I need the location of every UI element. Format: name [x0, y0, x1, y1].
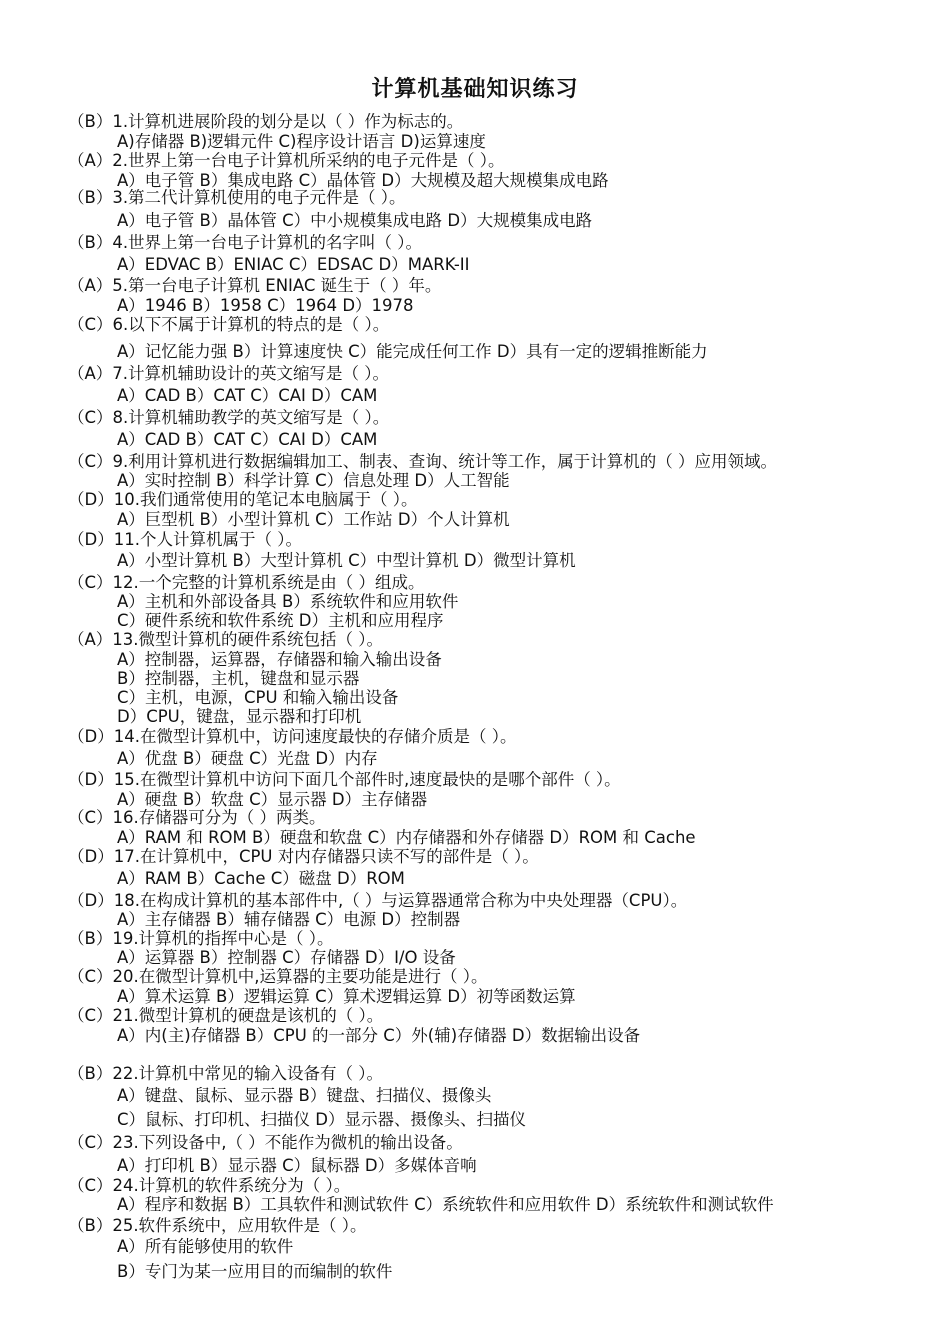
option-line: A）程序和数据 B）工具软件和测试软件 C）系统软件和应用软件 D）系统软件和测试软件	[117, 1195, 774, 1214]
option-line: A）键盘、鼠标、显示器 B）键盘、扫描仪、摄像头	[117, 1086, 492, 1105]
option-line: B）专门为某一应用目的而编制的软件	[117, 1262, 393, 1281]
question-line: （D）15.在微型计算机中访问下面几个部件时,速度最快的是哪个部件（ ）。	[68, 770, 621, 789]
option-line: A)存储器 B)逻辑元件 C)程序设计语言 D)运算速度	[117, 132, 486, 151]
question-line: （B）4.世界上第一台电子计算机的名字叫（ ）。	[68, 233, 423, 252]
question-line: （A）7.计算机辅助设计的英文缩写是（ ）。	[68, 364, 390, 383]
question-line: （D）11.个人计算机属于（ ）。	[68, 530, 302, 549]
question-line: （B）1.计算机进展阶段的划分是以（ ）作为标志的。	[68, 112, 464, 131]
question-line: （A）5.第一台电子计算机 ENIAC 诞生于（ ）年。	[68, 276, 442, 295]
option-line: C）硬件系统和软件系统 D）主机和应用程序	[117, 611, 444, 630]
question-line: （B）19.计算机的指挥中心是（ ）。	[68, 929, 334, 948]
option-line: A）优盘 B）硬盘 C）光盘 D）内存	[117, 749, 378, 768]
option-line: A）RAM 和 ROM B）硬盘和软盘 C）内存储器和外存储器 D）ROM 和 Cache	[117, 828, 696, 847]
option-line: C）主机，电源，CPU 和输入输出设备	[117, 688, 399, 707]
question-line: （C）20.在微型计算机中,运算器的主要功能是进行（ ）。	[68, 967, 488, 986]
option-line: D）CPU，键盘，显示器和打印机	[117, 707, 362, 726]
question-line: （A）13.微型计算机的硬件系统包括（ ）。	[68, 630, 384, 649]
question-line: （A）2.世界上第一台电子计算机所采纳的电子元件是（ ）。	[68, 151, 505, 170]
option-line: A）运算器 B）控制器 C）存储器 D）I/O 设备	[117, 948, 456, 967]
question-line: （C）24.计算机的软件系统分为（ ）。	[68, 1176, 351, 1195]
option-line: A）主机和外部设备具 B）系统软件和应用软件	[117, 592, 459, 611]
question-line: （D）10.我们通常使用的笔记本电脑属于（ ）。	[68, 490, 418, 509]
option-line: A）打印机 B）显示器 C）鼠标器 D）多媒体音响	[117, 1156, 477, 1175]
question-line: （C）8.计算机辅助教学的英文缩写是（ ）。	[68, 408, 390, 427]
question-line: （B）25.软件系统中，应用软件是（ ）。	[68, 1216, 367, 1235]
question-line: （C）6.以下不属于计算机的特点的是（ ）。	[68, 315, 390, 334]
question-line: （C）12.一个完整的计算机系统是由（ ）组成。	[68, 573, 425, 592]
option-line: A）巨型机 B）小型计算机 C）工作站 D）个人计算机	[117, 510, 510, 529]
question-line: （C）16.存储器可分为（ ）两类。	[68, 808, 326, 827]
question-line: （B）22.计算机中常见的输入设备有（ ）。	[68, 1064, 384, 1083]
option-line: A）RAM B）Cache C）磁盘 D）ROM	[117, 869, 405, 888]
option-line: A）主存储器 B）辅存储器 C）电源 D）控制器	[117, 910, 461, 929]
option-line: A）电子管 B）集成电路 C）晶体管 D）大规模及超大规模集成电路	[117, 171, 609, 190]
question-line: （D）14.在微型计算机中，访问速度最快的存储介质是（ ）。	[68, 727, 517, 746]
question-line: （B）3.第二代计算机使用的电子元件是（ ）。	[68, 188, 406, 207]
option-line: A）硬盘 B）软盘 C）显示器 D）主存储器	[117, 790, 428, 809]
option-line: A）CAD B）CAT C）CAI D）CAM	[117, 386, 378, 405]
option-line: A）电子管 B）晶体管 C）中小规模集成电路 D）大规模集成电路	[117, 211, 593, 230]
option-line: A）记忆能力强 B）计算速度快 C）能完成任何工作 D）具有一定的逻辑推断能力	[117, 342, 708, 361]
question-line: （C）9.利用计算机进行数据编辑加工、制表、查询、统计等工作，属于计算机的（ ）应用领域。	[68, 452, 778, 471]
option-line: A）小型计算机 B）大型计算机 C）中型计算机 D）微型计算机	[117, 551, 576, 570]
question-line: （D）18.在构成计算机的基本部件中,（ ）与运算器通常合称为中央处理器（CPU）。	[68, 891, 688, 910]
question-line: （C）21.微型计算机的硬盘是该机的（ ）。	[68, 1006, 384, 1025]
question-line: （C）23.下列设备中,（ ）不能作为微机的输出设备。	[68, 1133, 463, 1152]
option-line: A）CAD B）CAT C）CAI D）CAM	[117, 430, 378, 449]
option-line: C）鼠标、打印机、扫描仪 D）显示器、摄像头、扫描仪	[117, 1110, 526, 1129]
option-line: B）控制器，主机，键盘和显示器	[117, 669, 360, 688]
option-line: A）内(主)存储器 B）CPU 的一部分 C）外(辅)存储器 D）数据输出设备	[117, 1026, 641, 1045]
option-line: A）算术运算 B）逻辑运算 C）算术逻辑运算 D）初等函数运算	[117, 987, 576, 1006]
question-line: （D）17.在计算机中，CPU 对内存储器只读不写的部件是（ ）。	[68, 847, 539, 866]
document-title: 计算机基础知识练习	[371, 77, 579, 102]
option-line: A）实时控制 B）科学计算 C）信息处理 D）人工智能	[117, 471, 510, 490]
option-line: A）所有能够使用的软件	[117, 1237, 294, 1256]
option-line: A）1946 B）1958 C）1964 D）1978	[117, 296, 414, 315]
option-line: A）控制器，运算器，存储器和输入输出设备	[117, 650, 442, 669]
option-line: A）EDVAC B）ENIAC C）EDSAC D）MARK-II	[117, 255, 470, 274]
